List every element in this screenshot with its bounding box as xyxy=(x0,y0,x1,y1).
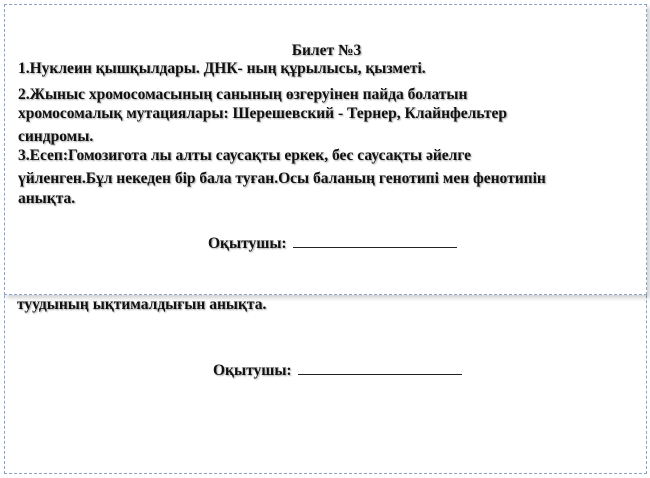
front-signature-line xyxy=(293,233,457,248)
back-teacher-label: Оқытушы: xyxy=(213,362,292,379)
question-1: 1.Нуклеин қышқылдары. ДНК- ның құрылысы, қызметі. xyxy=(18,60,426,77)
back-teacher-signature xyxy=(213,360,462,380)
front-teacher-signature xyxy=(208,233,457,253)
front-ticket-card xyxy=(4,4,647,295)
back-signature-line xyxy=(298,360,462,375)
ticket-title: Билет №3 xyxy=(291,42,362,59)
back-ticket-text-fragment: туудының ықтималдығын анықта. xyxy=(17,296,267,313)
question-3-line-3: анықта. xyxy=(18,190,76,207)
front-teacher-label: Оқытушы: xyxy=(208,235,287,252)
question-3-line-1: 3.Есеп:Гомозигота лы алты саусақты еркек, бес саусақты әйелге xyxy=(18,147,472,164)
question-2-line-3: синдромы. xyxy=(18,128,94,145)
question-2-line-2: хромосомалық мутациялары: Шерешевский - Тернер, Клайнфельтер xyxy=(18,105,508,122)
question-3-line-2: үйленген.Бұл некеден бір бала туған.Осы баланың генотипі мен фенотипін xyxy=(18,170,546,187)
question-2-line-1: 2.Жыныс хромосомасының санының өзгеруінен пайда болатын xyxy=(18,86,468,103)
